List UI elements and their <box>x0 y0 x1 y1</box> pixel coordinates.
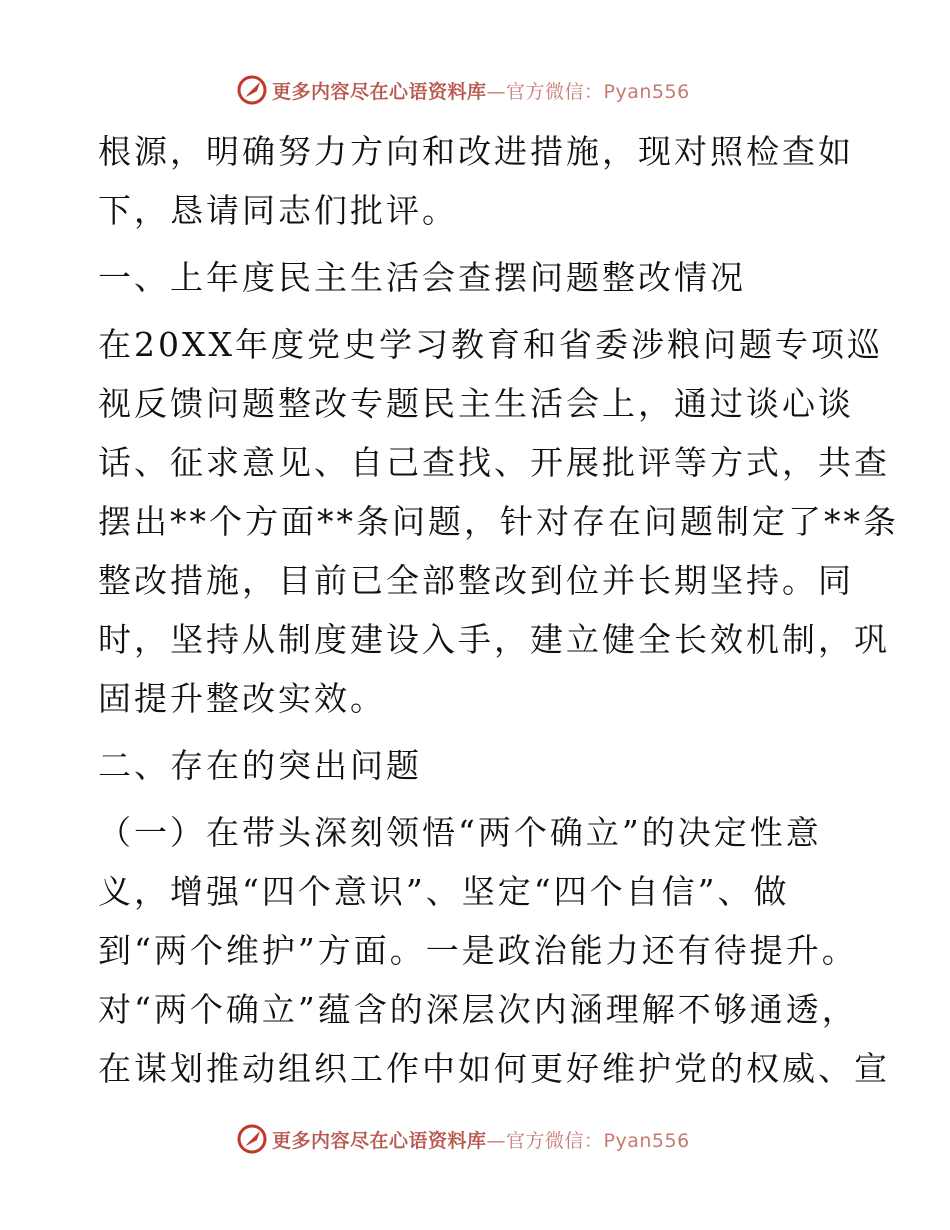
text-line: 义，增强“四个意识”、坚定“四个自信”、做 <box>98 872 790 911</box>
section-heading-2 <box>98 736 858 795</box>
section-heading-1 <box>98 248 858 307</box>
quill-logo-icon <box>236 1123 268 1155</box>
footer-watermark <box>236 1122 690 1156</box>
paragraph-issues <box>98 803 890 1098</box>
watermark-brand: 更多内容尽在心语资料库 <box>272 80 487 103</box>
text-line: 下，恳请同志们批评。 <box>98 191 458 230</box>
watermark-suffix: —官方微信：Pyan556 <box>486 1129 690 1152</box>
paragraph-intro-tail <box>98 122 858 240</box>
text-line: 在20XX年度党史学习教育和省委涉粮问题专项巡 <box>98 325 883 364</box>
text-line: 时，坚持从制度建设入手，建立健全长效机制，巩 <box>98 620 890 659</box>
text-line: 根源，明确努力方向和改进措施，现对照检查如 <box>98 132 854 171</box>
text-line: 固提升整改实效。 <box>98 679 386 718</box>
header-watermark <box>236 73 690 107</box>
text-line: 摆出**个方面**条问题，针对存在问题制定了**条 <box>98 502 899 541</box>
text-line: （一）在带头深刻领悟“两个确立”的决定性意 <box>98 813 822 852</box>
watermark-text <box>272 77 690 104</box>
text-line: 话、征求意见、自己查找、开展批评等方式，共查 <box>98 443 890 482</box>
heading-line: 一、上年度民主生活会查摆问题整改情况 <box>98 258 746 297</box>
text-line: 在谋划推动组织工作中如何更好维护党的权威、宣 <box>98 1049 890 1088</box>
text-line: 视反馈问题整改专题民主生活会上，通过谈心谈 <box>98 384 854 423</box>
quill-logo-icon <box>236 74 268 106</box>
text-line: 整改措施，目前已全部整改到位并长期坚持。同 <box>98 561 854 600</box>
text-line: 到“两个维护”方面。一是政治能力还有待提升。 <box>98 931 858 970</box>
paragraph-rectification <box>98 315 899 728</box>
watermark-brand: 更多内容尽在心语资料库 <box>272 1129 487 1152</box>
watermark-suffix: —官方微信：Pyan556 <box>486 80 690 103</box>
heading-line: 二、存在的突出问题 <box>98 746 422 785</box>
text-line: 对“两个确立”蕴含的深层次内涵理解不够通透， <box>98 990 858 1029</box>
document-body <box>98 122 899 1098</box>
watermark-text <box>272 1126 690 1153</box>
